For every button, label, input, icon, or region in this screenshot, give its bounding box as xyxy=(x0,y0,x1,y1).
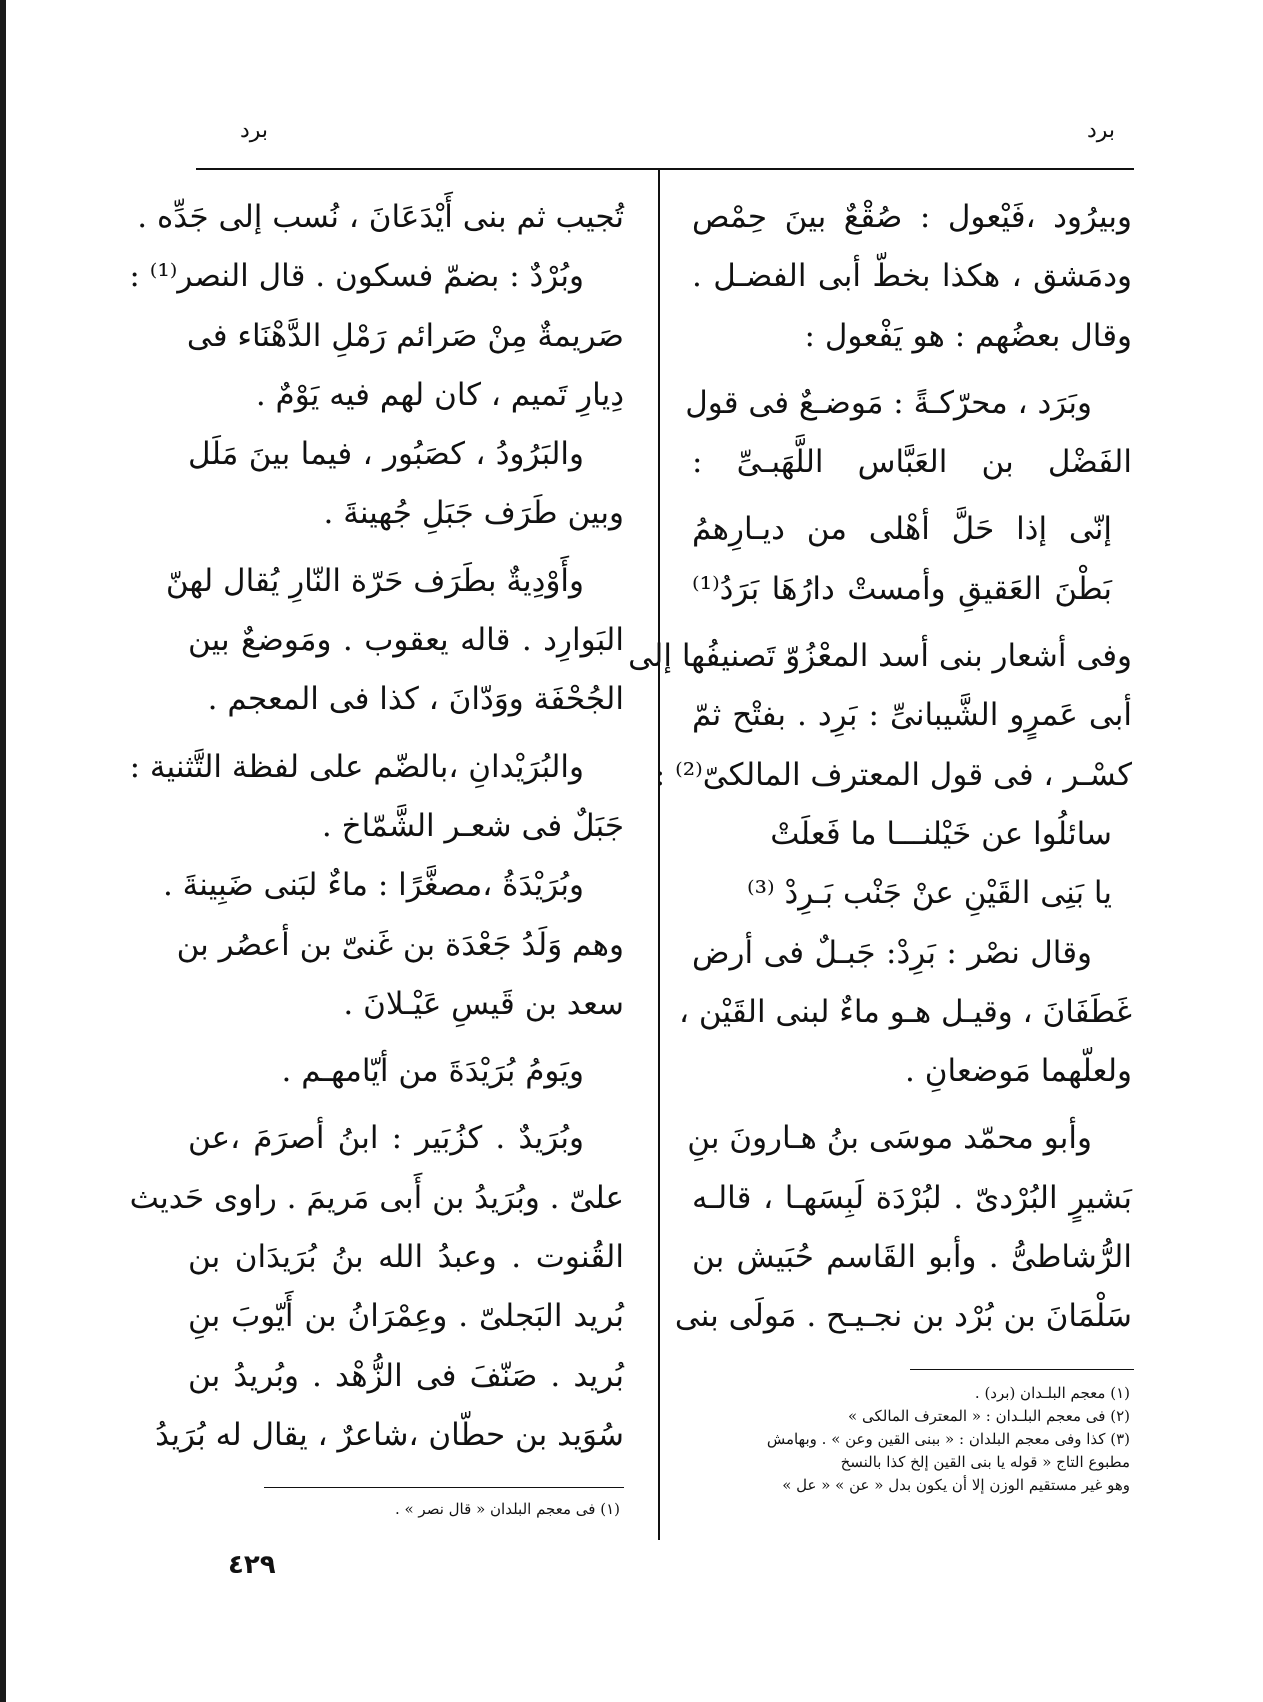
footnote: (١) فى معجم البلدان « قال نصر » . xyxy=(394,1500,620,1518)
verse-line: إنّى إذا حَلَّ أهْلى من ديـارِهمُ xyxy=(692,511,1112,548)
text-line: صَريمةٌ مِنْ صَرائم رَمْلِ الدَّهْنَاء فى xyxy=(186,317,624,354)
text-line: وقال بعضُهم : هو يَفْعول : xyxy=(804,317,1132,354)
right-column xyxy=(628,188,1132,1347)
scan-edge xyxy=(0,0,6,1702)
text-line: الفَضْل بن العَبَّاس اللَّهَبـىِّ : xyxy=(692,444,1132,481)
text-line: أبى عَمرٍو الشَّيبانىِّ : بَرِد . بفتْح ثمّ xyxy=(692,697,1132,734)
text-line: ودمَشق ، هكذا بخطّ أبى الفضـل . xyxy=(692,258,1132,295)
text-line: القُنوت . وعبدُ الله بنُ بُرَيدَان بن xyxy=(188,1239,624,1276)
footnote-continuation: وهو غير مستقيم الوزن إلا أن يكون بدل « عن » « عل » xyxy=(782,1476,1130,1494)
column-divider xyxy=(658,170,660,1540)
text-line: تُجيب ثم بنى أَيْدَعَانَ ، نُسب إلى جَدِّه . xyxy=(137,199,624,235)
text-line: سعد بن قَيسِ عَيْـلانَ . xyxy=(343,985,624,1022)
text-line: وبيرُود ،فَيْعول : صُقْعٌ بينَ حِمْص xyxy=(692,199,1132,235)
text-line: وهم وَلَدُ جَعْدَة بن غَنىّ بن أعصُر بن xyxy=(176,926,624,963)
text-line: دِيارِ تَميم ، كان لهم فيه يَوْمٌ . xyxy=(255,376,624,413)
footnotes-left xyxy=(290,1498,620,1521)
text-line: وبَرَد ، محرّكـةً : مَوضـعٌ فى قول xyxy=(685,384,1092,421)
text-line: سَلْمَانَ بن بُرْد بن نجـيـح . مَولَى بنى xyxy=(674,1298,1132,1335)
header-rule xyxy=(196,168,1134,170)
text-line: سُوَيد بن حطّان ،شاعرٌ ، يقال له بُرَيدُ xyxy=(155,1416,624,1453)
verse-line: بَطْنَ العَقيقِ وأمستْ دارُهَا بَرَدُ⁽¹⁾ xyxy=(692,570,1112,607)
text-line: علىّ . وبُرَيدُ بن أَبى مَريمَ . راوى حَديث xyxy=(129,1179,624,1216)
text-line: وأَوْدِيةٌ بطَرَف حَرّة النّارِ يُقال لهنّ xyxy=(165,562,584,599)
text-line: وبُرَيْدَةُ ،مصغَّرًا : ماءٌ لبَنى ضَبِينةَ . xyxy=(162,867,584,904)
text-line: بُريد . صَنّفَ فى الزُّهْد . وبُريدُ بن xyxy=(188,1357,624,1394)
footnote: (٢) فى معجم البلـدان : « المعترف المالكى » xyxy=(848,1407,1130,1425)
text-line: كسْـر ، فى قول المعترف المالكىّ⁽²⁾ : xyxy=(654,756,1132,793)
text-line: الجُحْفَة ووَدّانَ ، كذا فى المعجم . xyxy=(207,681,624,718)
left-column xyxy=(129,188,624,1465)
footnote: (١) معجم البلـدان (برد) . xyxy=(974,1384,1130,1402)
text-line: الرُّشاطىُّ . وأبو القَاسم حُبَيش بن xyxy=(692,1239,1132,1276)
text-line: وبين طَرَف جَبَلِ جُهينةَ . xyxy=(323,495,624,532)
text-line: وفى أشعار بنى أسد المعْزُوّ تَصنيفُها إلى xyxy=(628,638,1132,675)
text-line: وبُرَيدٌ . كزُبَير : ابنُ أصرَمَ ،عن xyxy=(188,1120,584,1157)
text-line: غَطَفَانَ ، وقيـل هـو ماءٌ لبنى القَيْن ، xyxy=(679,993,1132,1030)
running-header-left: برد xyxy=(240,118,269,143)
text-line: ويَومُ بُرَيْدَةَ من أيّامهـم . xyxy=(281,1053,584,1090)
text-line: وقال نصْر : بَرِدْ: جَبـلٌ فى أرض xyxy=(692,934,1092,971)
footnote-rule-right xyxy=(910,1369,1134,1370)
text-line: وبُرْدٌ : بضمّ فسكون . قال النصر⁽¹⁾ : xyxy=(129,258,584,295)
text-line: بَشيرٍ البُرْدىّ . لبُرْدَة لَبِسَهـا ، قالـه xyxy=(692,1179,1132,1216)
text-line: البَوارِد . قاله يعقوب . ومَوضعٌ بين xyxy=(188,622,624,659)
text-line: والبَرُودُ ، كصَبُور ، فيما بينَ مَلَل xyxy=(188,436,584,473)
text-line: وأبو محمّد موسَى بنُ هـارونَ بنِ xyxy=(687,1120,1092,1157)
footnote: (٣) كذا وفى معجم البلدان : « ببنى القين وعن » . وبهامش xyxy=(766,1430,1130,1448)
page-number: ٤٢٩ xyxy=(228,1550,276,1580)
verse-line: يا بَنِى القَيْنِ عنْ جَنْب بَـرِدْ ⁽³⁾ xyxy=(746,875,1112,912)
text-line: جَبَلٌ فى شعـر الشَّمّاخ . xyxy=(321,807,624,844)
running-header-right: برد xyxy=(1086,118,1115,143)
verse-line: سائلُوا عن خَيْلنـــا ما فَعلَتْ xyxy=(770,815,1112,852)
text-line: بُريد البَجلىّ . وعِمْرَانُ بن أَيّوبَ بنِ xyxy=(188,1298,624,1335)
footnote-rule-left xyxy=(264,1487,624,1488)
footnotes-right xyxy=(678,1382,1130,1497)
text-line: ولعلّهما مَوضعانِ . xyxy=(905,1053,1132,1090)
footnote-continuation: مطبوع التاج « قوله يا بنى القين إلخ كذا بالنسخ xyxy=(840,1453,1130,1471)
text-line: والبُرَيْدانِ ،بالضّم على لفظة التَّثنية : xyxy=(129,748,584,785)
